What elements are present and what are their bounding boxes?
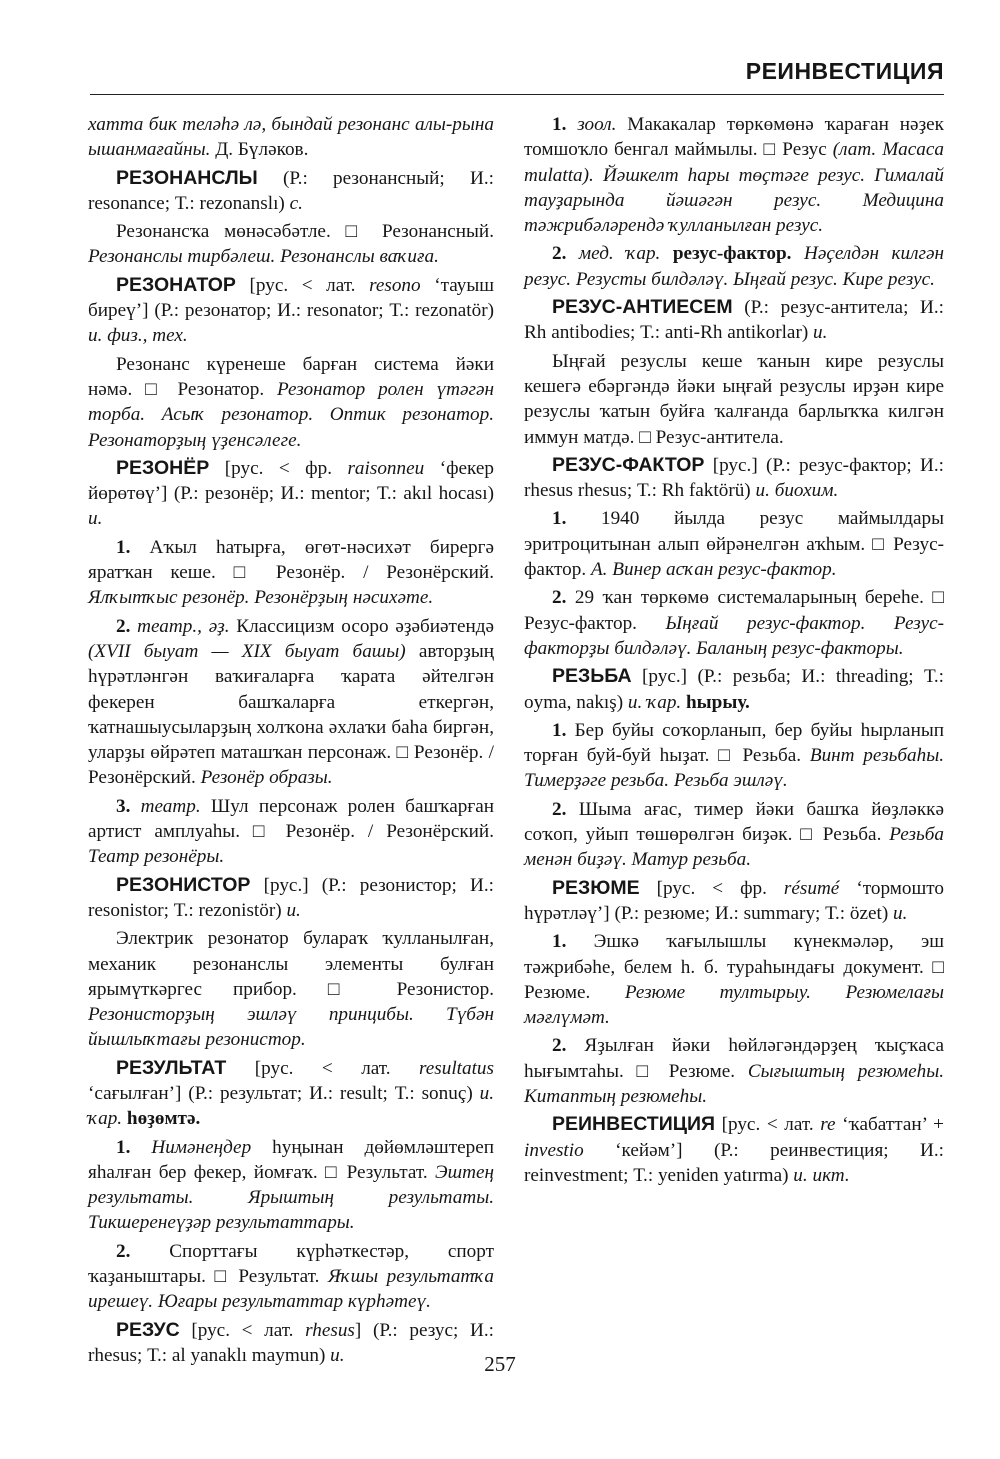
body-text: Спорттағы күрһәткестәр, спорт ҡаҙаныштары. □ Результат. (88, 1240, 494, 1288)
italic-text: Резюме тултырыу. Резюмелағы мәғлүмәт. (524, 981, 944, 1029)
body-text: ‘кейәм’] (Р.: реинвестиция; И.: reinvestment; Т.: yeniden yatırma) (524, 1139, 944, 1186)
body-text: Макакалар төркөмөнә ҡараған нәҙек томшоҡло бенгал маймылы. □ Резус (524, 114, 944, 161)
italic-text: Театр резонёры. (88, 846, 225, 868)
bold-text: һөҙөмтә. (122, 1108, 201, 1130)
bold-text: 1. (552, 719, 567, 741)
italic-text: Винт резьбаһы. Тимерҙәге резьба. Резьба эшләү. (524, 745, 944, 792)
body-text: [рус. < лат. (179, 1319, 306, 1341)
bold-text: 2. (116, 615, 131, 637)
italic-text: зоол. (566, 114, 617, 135)
italic-text: хатта бик теләһә лә, бындай резонанс алы-рына ышанмағайны. (88, 114, 494, 161)
italic-text: с. (289, 192, 303, 214)
body-text: Эшкә ҡағылышлы күнекмәләр, эш тәжрибәһе, белем һ. б. тураһындағы документ. □ Резюме. (524, 931, 944, 1003)
italic-text: (XVII быуат — XIX быуат башы) (88, 640, 406, 662)
italic-text: resultatus (419, 1057, 494, 1079)
bold-text: һырыу. (681, 691, 750, 713)
definition-paragraph (88, 219, 494, 270)
italic-text: и. (893, 902, 908, 924)
body-text: ‘ҡабаттан’ + (835, 1114, 944, 1136)
italic-text: и. (813, 322, 828, 344)
running-head-word: РЕИНВЕСТИЦИЯ (745, 58, 944, 84)
definition-paragraph (524, 929, 944, 1030)
dictionary-entry (88, 273, 494, 349)
body-text: [рус. < лат. (226, 1057, 420, 1079)
italic-text: investio (524, 1139, 584, 1161)
body-text: һуңынан дөйөмләштереп яһалған бер фекер, йомғаҡ. □ Результат. (88, 1136, 494, 1183)
bold-text: 1. (552, 114, 567, 135)
italic-text: мед. ҡар. (566, 243, 661, 265)
italic-text: и. (286, 899, 301, 921)
italic-text: и. ҡар. (88, 1082, 494, 1130)
body-text: Электрик резонатор булараҡ ҡулланылған, механик резонанслы элементы булған ярымүткәргес прибор. □ Резонистор. (88, 928, 494, 1000)
italic-text: театр. (130, 795, 201, 817)
body-text: Резонансҡа мөнәсәбәтле. □ Резонансный. (116, 221, 494, 243)
italic-text: театр., әҙ. (130, 615, 230, 637)
bold-text: 1. (552, 508, 567, 530)
dictionary-entry (88, 873, 494, 924)
italic-text: re (820, 1114, 836, 1136)
definition-paragraph (88, 614, 494, 791)
body-text: Шул персонаж ролен башҡарған артист амплуаһы. □ Резонёр. / Резонёрский. (88, 795, 494, 843)
dictionary-entry (524, 1112, 944, 1188)
body-text: [рус.] (Р.: резонистор; И.: resonistor; Т.: rezonistör) (88, 874, 494, 921)
italic-text: (лат. Macaca mulatta). Йәшкелт һары төҫтәге резус. Гималай тауҙарында йәшәгән резус. Медицина тәжрибәләрендә ҡулланылған резус. (524, 139, 944, 237)
body-text: авторҙың һүрәтләнгән ваҡиғаларға ҡарата әйтелгән фекерен башҡаларға еткергән, ҡатнашыусыларҙың холҡона әхлаҡи баһа биргән, уларҙы өйрәтеп маташҡан персонаж. □ Резонёр. / Резонёрский. (88, 640, 494, 789)
dictionary-entry (88, 456, 494, 532)
headword: РЕЗУС (116, 1318, 180, 1341)
definition-paragraph (524, 797, 944, 873)
italic-text: и. (88, 508, 103, 530)
italic-text: Ялҡытҡыс резонёр. Резонёрҙың нәсихәте. (88, 587, 434, 609)
body-text: Шыма ағас, тимер йәки башҡа йөҙләккә соҡоп, уйып төшөрөлгән биҙәк. □ Резьба. (524, 798, 944, 846)
body-text: (Р.: резонансный; И.: resonance; Т.: rezonanslı) (88, 167, 494, 214)
left-column (88, 112, 494, 1371)
headword: РЕЗЮМЕ (552, 876, 640, 899)
headword: РЕИНВЕСТИЦИЯ (552, 1113, 715, 1136)
definition-paragraph (88, 1135, 494, 1236)
italic-text: resono (369, 274, 421, 296)
body-text: [рус. < фр. (639, 877, 784, 899)
italic-text: и. физ., тех. (88, 325, 188, 347)
definition-paragraph (524, 585, 944, 661)
bold-text: 2. (552, 243, 567, 265)
dictionary-entry (524, 453, 944, 504)
bold-text: 3. (116, 795, 131, 817)
body-text: ‘сағылған’] (Р.: результат; И.: result; Т.: sonuç) (88, 1082, 480, 1104)
dictionary-entry (88, 166, 494, 217)
body-text: Бер буйы соҡорланып, бер буйы һырланып торған буй-буй һыҙат. □ Резьба. (524, 719, 944, 767)
italic-text: и. биохим. (755, 480, 839, 502)
headword: РЕЗОНАТОР (116, 273, 236, 296)
bold-text: 1. (116, 536, 131, 558)
body-text: [рус. < фр. (209, 457, 348, 479)
bold-text: 2. (552, 587, 567, 609)
dictionary-entry (524, 876, 944, 927)
italic-text: Нәҫелдән килгән резус. Резусты билдәләү. Ыңғай резус. Кире резус. (524, 243, 944, 290)
headword: РЕЗУС-ФАКТОР (552, 453, 705, 476)
body-text: Д. Бүләков. (210, 139, 309, 161)
headword: РЕЗОНЁР (116, 456, 210, 479)
body-text: Резонанс күренеше барған система йәки нәмә. □ Резонатор. (88, 353, 494, 400)
definition-paragraph (88, 535, 494, 611)
italic-text: Резьба менән биҙәү. Матур резьба. (524, 824, 944, 871)
body-text: Ыңғай резуслы кеше ҡанын кире резуслы кешегә ебәргәндә йәки ыңғай резуслы ирҙән кире резуслы ҡатын буйға ҡалғанда барлыҡҡа килгән иммун матдә. □ Резус-антитела. (524, 350, 944, 448)
body-text: 29 ҡан төркөмө системаларының береһе. □ Резус-фактор. (524, 587, 944, 634)
body-text: (Р.: резус-антитела; И.: Rh antibodies; Т.: anti-Rh antikorlar) (524, 297, 944, 344)
running-header (90, 56, 944, 95)
bold-text: резус-фактор. (660, 243, 792, 265)
body-text: [рус. < лат. (715, 1114, 821, 1136)
body-text: ‘тормошто һүрәтләү’] (Р.: резюме; И.: summary; Т.: özet) (524, 877, 944, 924)
definition-paragraph (524, 718, 944, 794)
bold-text: 1. (552, 931, 567, 953)
italic-text: raisonneu (347, 457, 425, 479)
italic-text: Нимәнеңдер (130, 1136, 252, 1158)
italic-text: rhesus (305, 1319, 355, 1341)
dictionary-entry (88, 1056, 494, 1132)
bold-text: 1. (116, 1136, 131, 1158)
headword: РЕЗОНИСТОР (116, 873, 251, 896)
dictionary-entry (524, 664, 944, 715)
body-text: Классицизм осоро әҙәбиәтендә (229, 615, 495, 637)
dictionary-entry (524, 295, 944, 346)
body-text: ‘фекер йөрөтөү’] (Р.: резонёр; И.: mentor; Т.: akıl hocası) (88, 457, 494, 505)
italic-text: Ыңғай резус-фактор. Резус-факторҙы билдәләү. Баланың резус-факторы. (524, 612, 944, 659)
body-text: 1940 йылда резус маймылдары эритроцитынан алып өйрәнелгән аҡһым. □ Резус-фактор. (524, 508, 944, 581)
italic-text: Резонёр образы. (200, 767, 333, 789)
italic-text: и. (330, 1344, 345, 1366)
body-text: Аҡыл һатырға, өгөт-нәсихәт бирергә яратҡан кеше. □ Резонёр. / Резонёрский. (88, 536, 494, 584)
body-text: ‘тауыш биреү’] (Р.: резонатор; И.: resonator; Т.: rezonatör) (88, 274, 495, 322)
italic-text: Сығыштың резюмеһы. Китаптың резюмеһы. (524, 1060, 944, 1107)
italic-text: Резонисторҙың эшләү принцибы. Түбән йышлыҡтағы резонистор. (88, 1004, 494, 1051)
headword: РЕЗЬБА (552, 665, 632, 688)
page-number: 257 (484, 1352, 516, 1376)
italic-text: Резонанслы тирбәлеш. Резонанслы ваҡиға. (88, 246, 439, 268)
definition-paragraph (88, 794, 494, 870)
italic-text: и. ҡар. (627, 691, 682, 713)
body-text: ] (Р.: резус; И.: rhesus; Т.: al yanaklı maymun) (88, 1319, 495, 1366)
bold-text: 2. (552, 1035, 567, 1057)
body-text: [рус. < лат. (235, 274, 370, 296)
definition-paragraph (88, 112, 494, 163)
headword: РЕЗУЛЬТАТ (116, 1056, 227, 1079)
headword: РЕЗУС-АНТИЕСЕМ (552, 296, 733, 319)
italic-text: Эштең результаты. Ярыштың результаты. Тикшеренеүҙәр результаттары. (88, 1161, 494, 1234)
definition-paragraph (524, 506, 944, 582)
italic-text: résumé (783, 877, 840, 899)
body-text: [рус.] (Р.: резьба; И.: threading; Т.: oyma, nakış) (524, 666, 944, 713)
definition-paragraph (524, 1033, 944, 1109)
right-column (524, 112, 944, 1191)
definition-paragraph (88, 926, 494, 1052)
definition-paragraph (524, 349, 944, 450)
definition-paragraph (88, 352, 494, 453)
body-text: Яҙылған йәки һөйләгәндәрҙең ҡыҫҡаса һығымтаһы. □ Резюме. (524, 1035, 944, 1082)
italic-text: и. икт. (793, 1164, 850, 1186)
bold-text: 2. (552, 798, 567, 820)
italic-text: Яҡшы результатҡа ирешеү. Юғары результаттар күрһәтеү. (88, 1266, 494, 1313)
headword: РЕЗОНАНСЛЫ (116, 166, 258, 189)
italic-text: Резонатор ролен үтәгән торба. Асыҡ резонатор. Оптик резонатор. Резонаторҙың үҙенсәлеге. (88, 378, 494, 451)
definition-paragraph (524, 241, 944, 292)
italic-text: А. Винер асҡан резус-фактор. (590, 559, 837, 581)
bold-text: 2. (116, 1240, 131, 1262)
body-text: [рус.] (Р.: резус-фактор; И.: rhesus rhesus; Т.: Rh faktörü) (524, 454, 944, 502)
definition-paragraph (524, 112, 944, 238)
definition-paragraph (88, 1239, 494, 1315)
